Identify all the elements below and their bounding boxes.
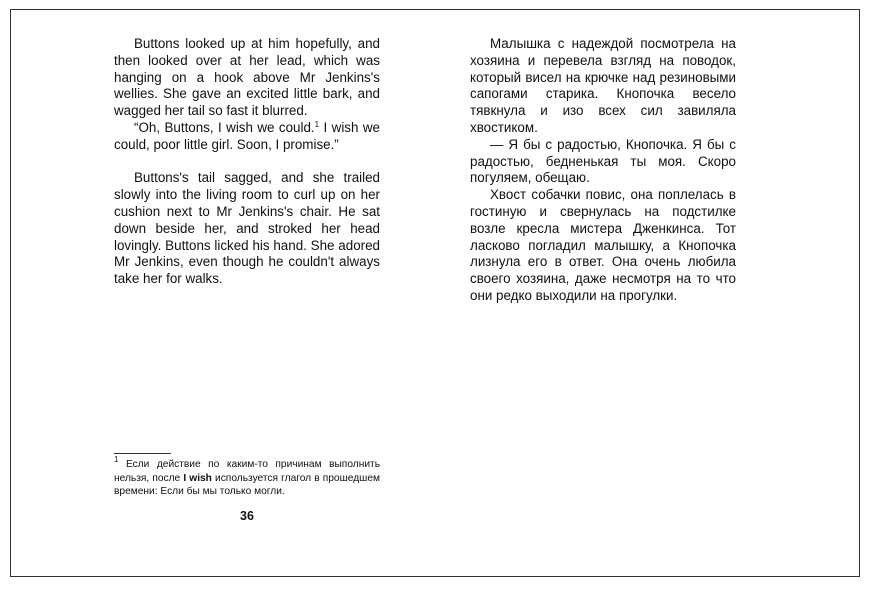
russian-paragraph-3: Хвост собачки повис, она поплелась в гостиную и свернулась на подстилке возле кресла мистера Дженкинса. Тот ласково погладил малышку, а Кнопочка лизнула его в ответ. Она очень любила своего хозяина, даже несмотря на то что они редко выходили на прогулки. (470, 187, 736, 303)
russian-paragraph-2: — Я бы с радостью, Кнопочка. Я бы с радостью, бедненькая ты моя. Скоро погуляем, обещаю. (470, 136, 736, 186)
english-paragraph-1: Buttons looked up at him hopefully, and then looked over at her lead, which was hanging on a hook above Mr Jenkins's wellies. She gave an excited little bark, and wagged her tail so fast it blurred. (114, 36, 380, 119)
english-dialogue-paragraph (114, 120, 380, 154)
english-text-column (114, 36, 380, 288)
footnote-bold-phrase: I wish (183, 472, 212, 484)
dialogue-part-1: “Oh, Buttons, I wish we could. (134, 119, 315, 135)
footnote-reference-mark: 1 (314, 119, 320, 129)
dialogue-part-2: I wish we could, poor little girl. Soon, I promise.” (114, 119, 380, 152)
footnote-text-2: используется глагол в прошедшем времени: Если бы мы только могли. (114, 472, 381, 497)
footnote-mark: 1 (114, 455, 119, 464)
english-paragraph-3: Buttons's tail sagged, and she trailed slowly into the living room to curl up on her cushion next to Mr Jenkins's chair. He sat down beside her, and stroked her head lovingly. Buttons licked his hand. She adored Mr Jenkins, even though he couldn't always take her for walks. (114, 170, 380, 287)
page-number: 36 (240, 509, 254, 523)
russian-text-column (470, 36, 736, 305)
footnote (114, 455, 381, 499)
footnote-text-1: Если действие по каким-то причинам выполнить нельзя, после (114, 459, 380, 484)
russian-paragraph-1: Малышка с надеждой посмотрела на хозяина и перевела взгляд на поводок, который висел на крючке над резиновыми сапогами старика. Кнопочка весело тявкнула и изо всех сил завиляла хвостиком. (470, 36, 736, 135)
footnote-divider (114, 453, 171, 454)
